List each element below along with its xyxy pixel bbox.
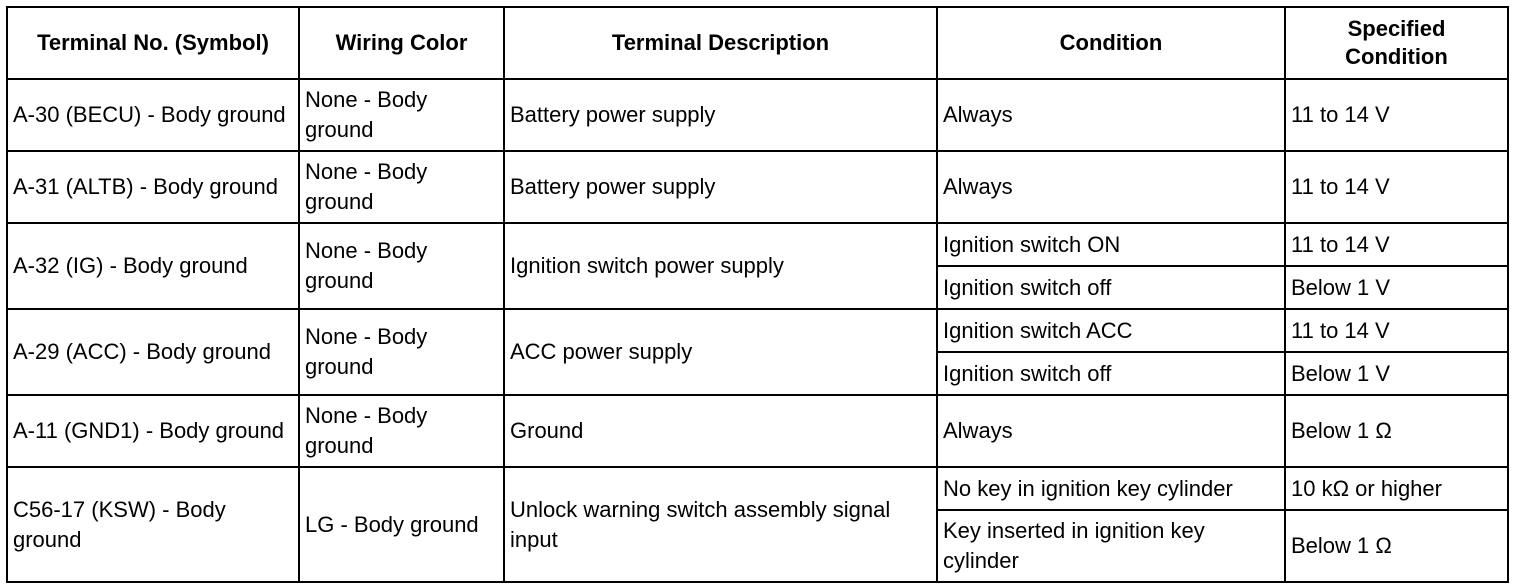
specified-condition-cell: 10 kΩ or higher bbox=[1285, 467, 1508, 510]
table-row bbox=[7, 151, 1508, 223]
wiring-color-cell: LG - Body ground bbox=[299, 467, 504, 582]
header-condition: Condition bbox=[937, 7, 1285, 79]
terminal-description-cell: ACC power supply bbox=[504, 309, 937, 395]
table-row bbox=[7, 223, 1508, 266]
terminal-description-cell: Ground bbox=[504, 395, 937, 467]
specified-condition-cell: Below 1 Ω bbox=[1285, 510, 1508, 582]
table-row bbox=[7, 467, 1508, 510]
terminal-description-cell: Battery power supply bbox=[504, 151, 937, 223]
specified-condition-cell: Below 1 V bbox=[1285, 352, 1508, 395]
condition-cell: Always bbox=[937, 395, 1285, 467]
header-terminal-description: Terminal Description bbox=[504, 7, 937, 79]
condition-cell: Always bbox=[937, 151, 1285, 223]
condition-cell: Key inserted in ignition key cylinder bbox=[937, 510, 1285, 582]
terminal-cell: A-32 (IG) - Body ground bbox=[7, 223, 299, 309]
condition-cell: No key in ignition key cylinder bbox=[937, 467, 1285, 510]
condition-cell: Ignition switch off bbox=[937, 266, 1285, 309]
condition-cell: Always bbox=[937, 79, 1285, 151]
condition-cell: Ignition switch ON bbox=[937, 223, 1285, 266]
terminal-description-cell: Ignition switch power supply bbox=[504, 223, 937, 309]
wiring-color-cell: None - Body ground bbox=[299, 395, 504, 467]
condition-cell: Ignition switch off bbox=[937, 352, 1285, 395]
table-row bbox=[7, 79, 1508, 151]
specified-condition-cell: 11 to 14 V bbox=[1285, 223, 1508, 266]
wiring-color-cell: None - Body ground bbox=[299, 151, 504, 223]
specified-condition-cell: Below 1 Ω bbox=[1285, 395, 1508, 467]
header-terminal-no: Terminal No. (Symbol) bbox=[7, 7, 299, 79]
table-row bbox=[7, 395, 1508, 467]
terminal-description-cell: Unlock warning switch assembly signal input bbox=[504, 467, 937, 582]
specified-condition-cell: 11 to 14 V bbox=[1285, 79, 1508, 151]
terminal-cell: A-31 (ALTB) - Body ground bbox=[7, 151, 299, 223]
header-wiring-color: Wiring Color bbox=[299, 7, 504, 79]
terminal-inspection-table-container bbox=[6, 6, 1509, 583]
wiring-color-cell: None - Body ground bbox=[299, 79, 504, 151]
table-row bbox=[7, 309, 1508, 352]
terminal-cell: A-11 (GND1) - Body ground bbox=[7, 395, 299, 467]
specified-condition-cell: 11 to 14 V bbox=[1285, 151, 1508, 223]
condition-cell: Ignition switch ACC bbox=[937, 309, 1285, 352]
table-header-row bbox=[7, 7, 1508, 79]
terminal-description-cell: Battery power supply bbox=[504, 79, 937, 151]
terminal-cell: A-29 (ACC) - Body ground bbox=[7, 309, 299, 395]
specified-condition-cell: 11 to 14 V bbox=[1285, 309, 1508, 352]
header-specified-condition: Specified Condition bbox=[1285, 7, 1508, 79]
specified-condition-cell: Below 1 V bbox=[1285, 266, 1508, 309]
terminal-cell: A-30 (BECU) - Body ground bbox=[7, 79, 299, 151]
terminal-cell: C56-17 (KSW) - Body ground bbox=[7, 467, 299, 582]
wiring-color-cell: None - Body ground bbox=[299, 309, 504, 395]
wiring-color-cell: None - Body ground bbox=[299, 223, 504, 309]
terminal-inspection-table bbox=[6, 6, 1509, 583]
